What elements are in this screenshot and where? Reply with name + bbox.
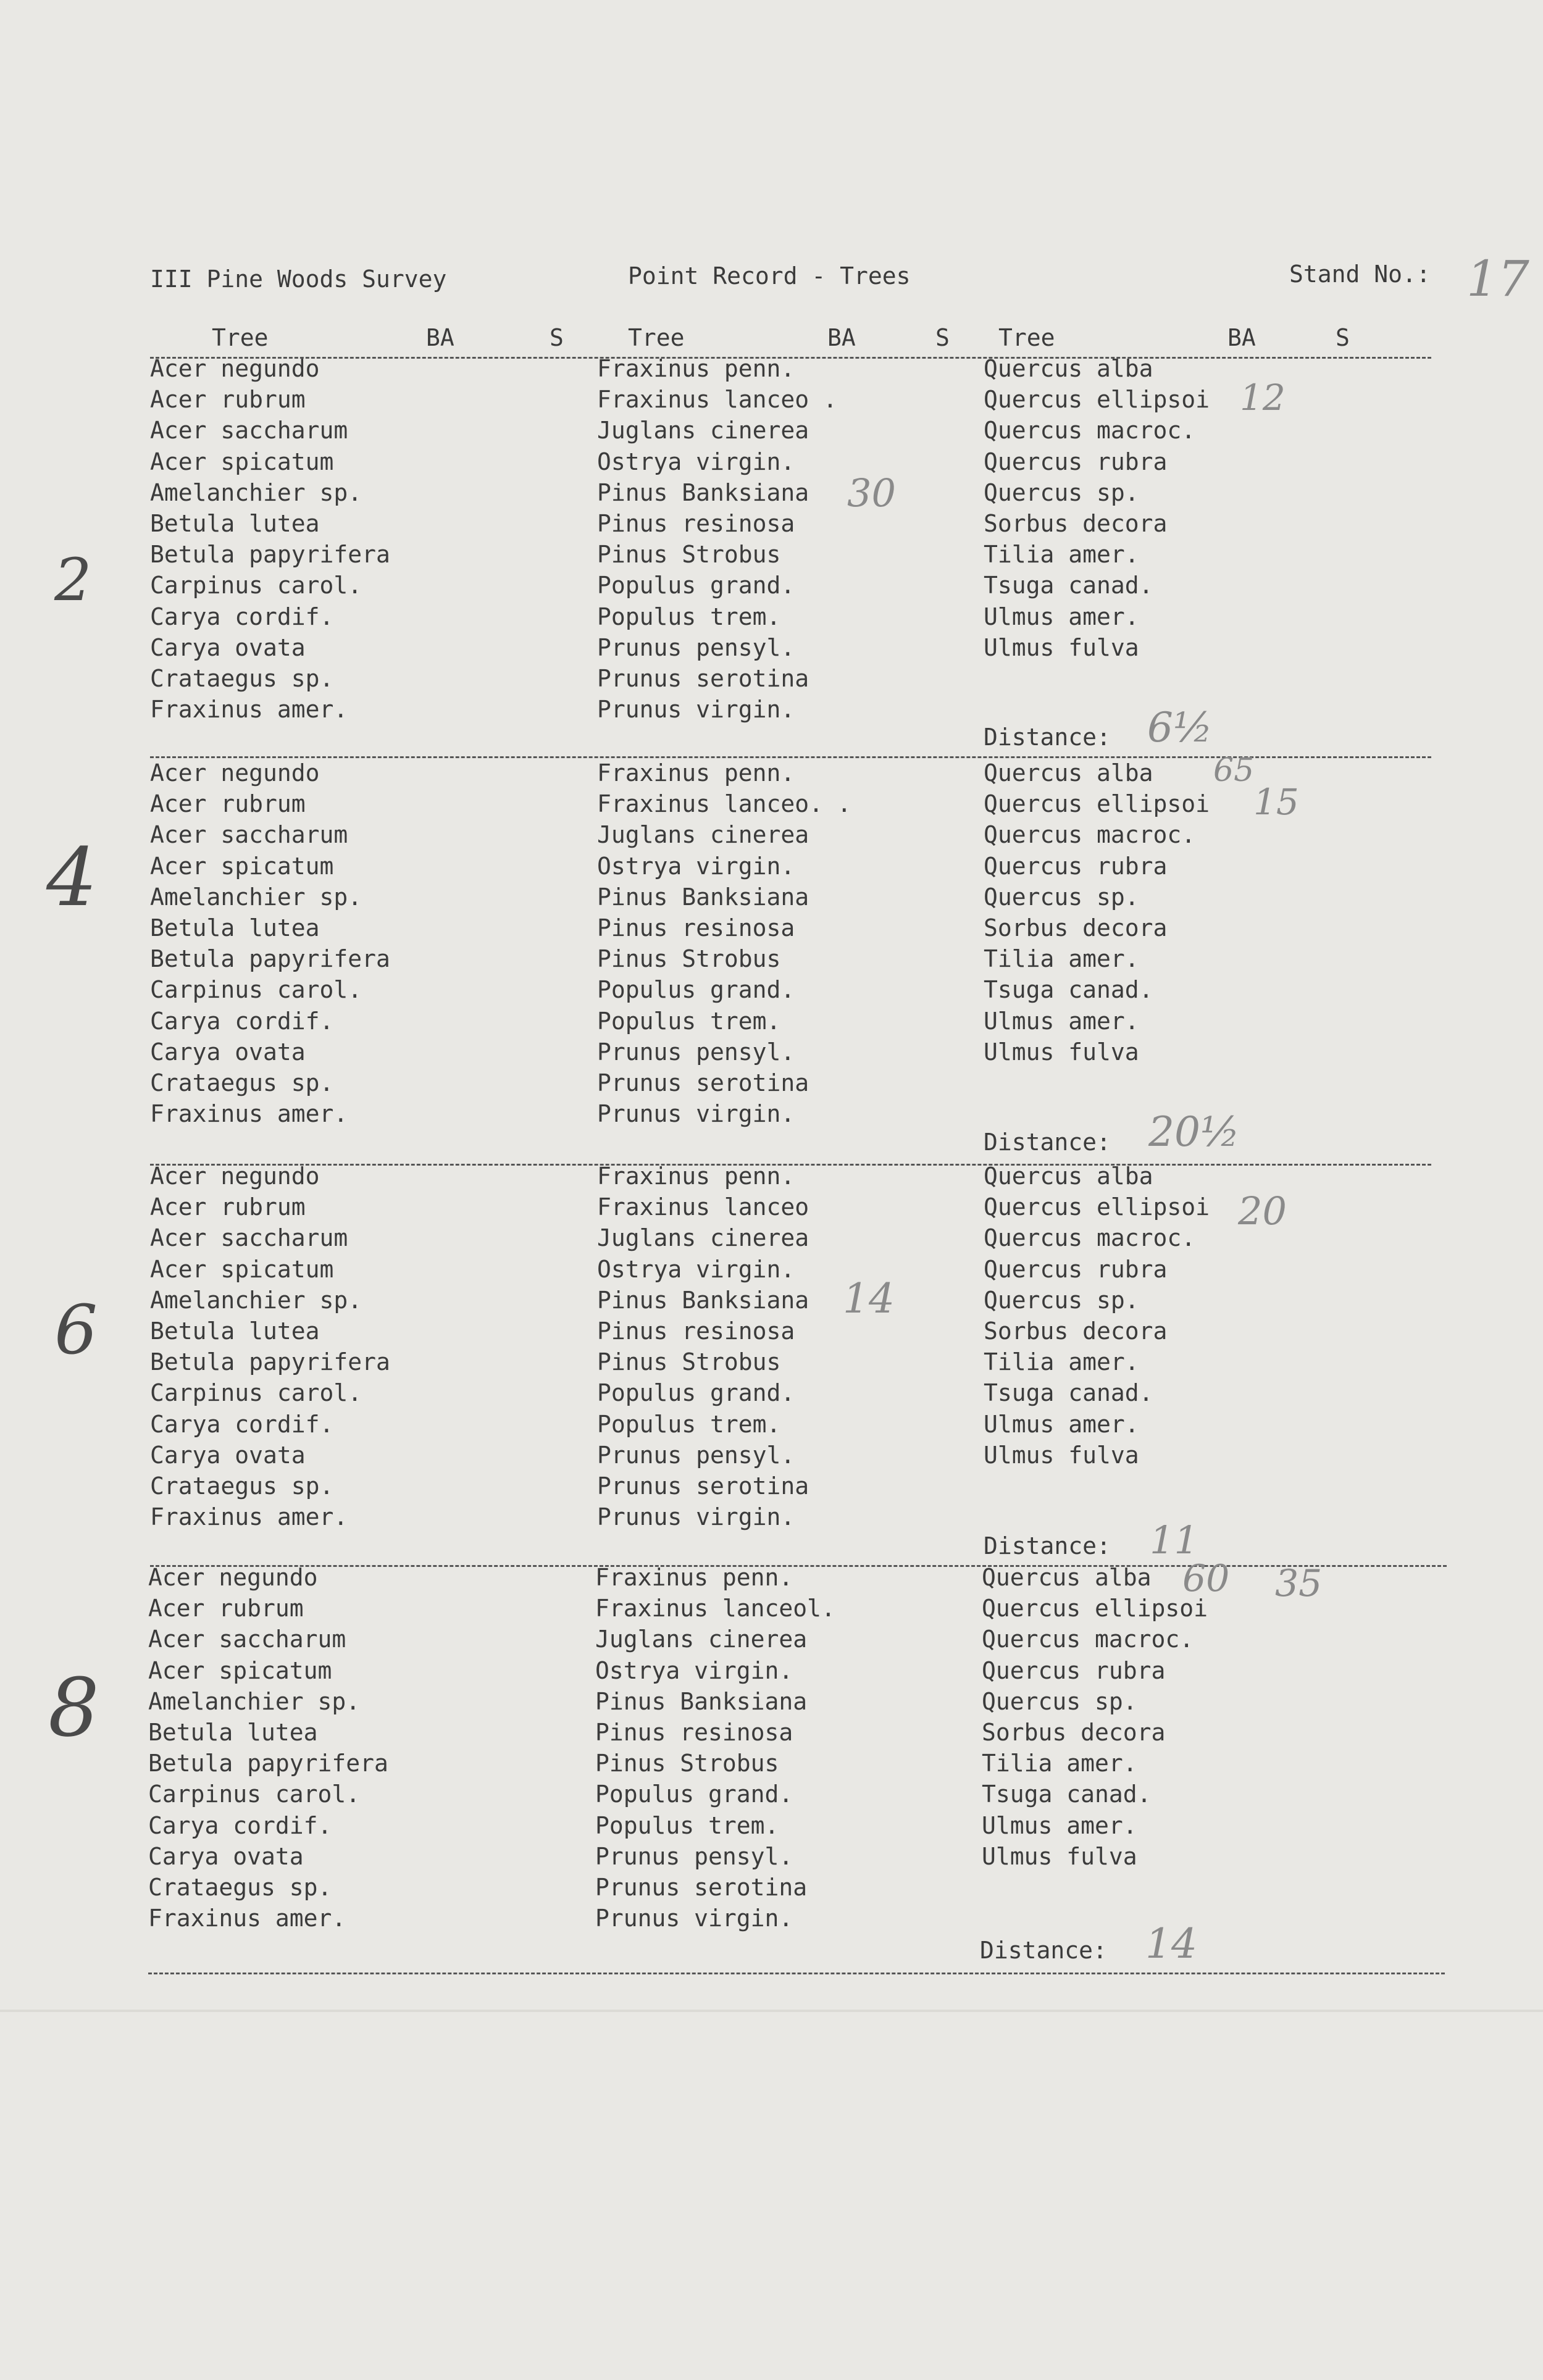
s-note: 35 <box>1275 1562 1323 1605</box>
species-item: Sorbus decora <box>984 914 1168 942</box>
species-item: Prunus serotina <box>595 1873 808 1901</box>
species-item: Pinus resinosa <box>597 914 795 942</box>
species-item: Quercus macroc. <box>984 1224 1196 1252</box>
species-item: Tsuga canad. <box>984 976 1153 1004</box>
distance-label: Distance: <box>984 724 1111 751</box>
species-item: Acer saccharum <box>150 821 348 849</box>
species-item: Populus trem. <box>595 1811 779 1839</box>
species-item: Pinus resinosa <box>597 509 795 537</box>
species-item: Betula papyrifera <box>148 1750 388 1777</box>
species-item: Quercus sp. <box>982 1687 1137 1715</box>
species-item: Quercus rubra <box>982 1656 1166 1684</box>
species-item: Carya cordif. <box>150 603 334 630</box>
species-item: Quercus alba <box>984 355 1153 382</box>
species-item: Crataegus sp. <box>150 1472 334 1500</box>
species-item: Acer spicatum <box>150 448 334 475</box>
species-item: Crataegus sp. <box>150 664 334 692</box>
species-item: Ulmus fulva <box>984 1038 1139 1066</box>
species-item: Pinus Banksiana <box>597 1286 809 1314</box>
species-item: Acer spicatum <box>148 1656 332 1684</box>
species-item: Populus trem. <box>597 603 781 630</box>
species-item: Pinus Strobus <box>597 1348 781 1376</box>
species-item: Fraxinus penn. <box>597 759 795 787</box>
species-item: Tsuga canad. <box>982 1781 1152 1808</box>
species-item: Ulmus fulva <box>982 1842 1137 1870</box>
species-item: Carya cordif. <box>150 1007 334 1035</box>
species-item: Tilia amer. <box>982 1750 1137 1777</box>
species-item: Betula papyrifera <box>150 1348 390 1376</box>
block3-col1 <box>150 1161 390 1532</box>
ba-note: 14 <box>843 1275 895 1322</box>
species-item: Betula papyrifera <box>150 945 390 973</box>
species-item: Acer saccharum <box>150 1224 348 1252</box>
block4-col1 <box>148 1562 388 1934</box>
block1-col3 <box>984 353 1210 663</box>
species-item: Ostrya virgin. <box>595 1656 793 1684</box>
species-item: Pinus Banksiana <box>597 883 809 911</box>
species-item: Sorbus decora <box>984 1317 1168 1345</box>
species-item: Juglans cinerea <box>597 821 809 849</box>
species-item: Pinus resinosa <box>595 1718 793 1746</box>
species-item: Juglans cinerea <box>597 417 809 445</box>
point-number: 8 <box>48 1661 99 1755</box>
species-item: Ostrya virgin. <box>597 448 795 475</box>
species-item: Sorbus decora <box>984 509 1168 537</box>
species-item: Acer negundo <box>150 759 320 787</box>
species-item: Ulmus amer. <box>982 1811 1137 1839</box>
species-item: Ulmus amer. <box>984 603 1139 630</box>
species-item: Pinus Banksiana <box>595 1687 808 1715</box>
species-item: Fraxinus lanceo. . <box>597 790 851 818</box>
species-item: Carpinus carol. <box>150 1379 362 1407</box>
distance-value: 6½ <box>1147 704 1213 751</box>
species-item: Fraxinus lanceo <box>597 1193 809 1221</box>
species-item: Prunus serotina <box>597 1472 809 1500</box>
block4-col2 <box>595 1562 835 1934</box>
record-title: Point Record - Trees <box>628 262 911 290</box>
species-item: Acer spicatum <box>150 1255 334 1283</box>
species-item: Prunus virgin. <box>595 1905 793 1932</box>
species-item: Betula lutea <box>150 509 320 537</box>
survey-title: III Pine Woods Survey <box>150 265 447 293</box>
species-item: Quercus rubra <box>984 1255 1168 1283</box>
species-item: Quercus sp. <box>984 478 1139 506</box>
species-item: Quercus rubra <box>984 852 1168 880</box>
species-item: Quercus alba <box>984 759 1153 787</box>
point-number: 2 <box>54 546 92 614</box>
species-item: Fraxinus penn. <box>597 355 795 382</box>
species-item: Acer spicatum <box>150 852 334 880</box>
ba-note: 15 <box>1253 781 1299 823</box>
species-item: Juglans cinerea <box>595 1626 808 1653</box>
species-item: Quercus ellipsoi <box>984 1193 1210 1221</box>
block3-col2 <box>597 1161 809 1532</box>
species-item: Ulmus fulva <box>984 1441 1139 1469</box>
species-item: Carya cordif. <box>148 1811 332 1839</box>
col3-tree-header: Tree <box>998 324 1055 351</box>
col3-s-header: S <box>1336 324 1350 351</box>
species-item: Carya ovata <box>148 1842 304 1870</box>
species-item: Quercus ellipsoi <box>984 790 1210 818</box>
species-item: Populus grand. <box>595 1781 793 1808</box>
distance-value: 11 <box>1150 1518 1198 1563</box>
species-item: Fraxinus lanceo . <box>597 386 837 414</box>
block1-col2 <box>597 353 837 725</box>
species-item: Quercus ellipsoi <box>982 1595 1208 1622</box>
species-item: Acer rubrum <box>150 790 306 818</box>
col2-ba-header: BA <box>827 324 856 351</box>
species-item: Prunus pensyl. <box>595 1842 793 1870</box>
species-item: Prunus virgin. <box>597 696 795 724</box>
species-item: Pinus Strobus <box>595 1750 779 1777</box>
species-item: Prunus pensyl. <box>597 633 795 661</box>
species-item: Acer negundo <box>148 1564 318 1591</box>
species-item: Tsuga canad. <box>984 572 1153 599</box>
species-item: Fraxinus penn. <box>597 1163 795 1190</box>
species-item: Amelanchier sp. <box>148 1687 361 1715</box>
species-item: Fraxinus lanceol. <box>595 1595 835 1622</box>
block2-col3 <box>984 758 1210 1067</box>
species-item: Carya cordif. <box>150 1410 334 1438</box>
species-item: Amelanchier sp. <box>150 478 362 506</box>
distance-label: Distance: <box>984 1129 1111 1156</box>
species-item: Populus grand. <box>597 976 795 1004</box>
species-item: Ostrya virgin. <box>597 1255 795 1283</box>
species-item: Crataegus sp. <box>148 1873 332 1901</box>
distance-value: 20½ <box>1148 1108 1240 1156</box>
species-item: Amelanchier sp. <box>150 883 362 911</box>
species-item: Prunus virgin. <box>597 1503 795 1531</box>
species-item: Carpinus carol. <box>150 976 362 1004</box>
stand-label: Stand No.: <box>1289 261 1431 288</box>
species-item: Ulmus amer. <box>984 1007 1139 1035</box>
species-item: Acer rubrum <box>150 386 306 414</box>
stand-number: 17 <box>1466 250 1529 307</box>
species-item: Tsuga canad. <box>984 1379 1153 1407</box>
species-item: Sorbus decora <box>982 1718 1166 1746</box>
species-item: Prunus virgin. <box>597 1100 795 1128</box>
species-item: Populus trem. <box>597 1410 781 1438</box>
species-item: Ostrya virgin. <box>597 852 795 880</box>
species-item: Quercus alba <box>982 1564 1152 1591</box>
species-item: Carya ovata <box>150 633 306 661</box>
species-item: Tilia amer. <box>984 1348 1139 1376</box>
species-item: Betula lutea <box>150 914 320 942</box>
species-item: Quercus macroc. <box>982 1626 1194 1653</box>
distance-label: Distance: <box>984 1532 1111 1560</box>
species-item: Amelanchier sp. <box>150 1286 362 1314</box>
species-item: Carya ovata <box>150 1441 306 1469</box>
species-item: Fraxinus amer. <box>150 696 348 724</box>
species-item: Betula papyrifera <box>150 541 390 569</box>
species-item: Fraxinus penn. <box>595 1564 793 1591</box>
species-item: Quercus sp. <box>984 1286 1139 1314</box>
species-item: Prunus pensyl. <box>597 1038 795 1066</box>
species-item: Prunus pensyl. <box>597 1441 795 1469</box>
species-item: Fraxinus amer. <box>150 1100 348 1128</box>
col2-tree-header: Tree <box>628 324 685 351</box>
species-item: Acer saccharum <box>150 417 348 445</box>
ba-note: 12 <box>1240 377 1286 419</box>
species-item: Acer rubrum <box>148 1595 304 1622</box>
col1-tree-header: Tree <box>212 324 269 351</box>
block-separator <box>148 1973 1445 1974</box>
species-item: Carpinus carol. <box>150 572 362 599</box>
species-item: Acer negundo <box>150 355 320 382</box>
distance-value: 14 <box>1145 1920 1197 1968</box>
species-item: Acer negundo <box>150 1163 320 1190</box>
species-item: Tilia amer. <box>984 945 1139 973</box>
species-item: Fraxinus amer. <box>148 1905 346 1932</box>
species-item: Quercus alba <box>984 1163 1153 1190</box>
col3-ba-header: BA <box>1227 324 1256 351</box>
species-item: Populus grand. <box>597 1379 795 1407</box>
ba-note: 30 <box>847 470 896 516</box>
ba-note: 60 <box>1182 1557 1230 1600</box>
species-item: Ulmus amer. <box>984 1410 1139 1438</box>
ba-note: 65 <box>1213 752 1255 789</box>
species-item: Ulmus fulva <box>984 633 1139 661</box>
species-item: Betula lutea <box>150 1317 320 1345</box>
point-number: 6 <box>54 1290 98 1369</box>
species-item: Carya ovata <box>150 1038 306 1066</box>
species-item: Pinus Banksiana <box>597 478 809 506</box>
block2-col1 <box>150 758 390 1129</box>
species-item: Juglans cinerea <box>597 1224 809 1252</box>
species-item: Prunus serotina <box>597 664 809 692</box>
species-item: Quercus macroc. <box>984 821 1196 849</box>
species-item: Fraxinus amer. <box>150 1503 348 1531</box>
col2-s-header: S <box>935 324 950 351</box>
col1-ba-header: BA <box>426 324 454 351</box>
species-item: Quercus ellipsoi <box>984 386 1210 414</box>
species-item: Carpinus carol. <box>148 1781 361 1808</box>
col1-s-header: S <box>550 324 564 351</box>
ba-note: 20 <box>1238 1188 1287 1234</box>
block1-col1 <box>150 353 390 725</box>
species-item: Betula lutea <box>148 1718 318 1746</box>
species-item: Quercus rubra <box>984 448 1168 475</box>
species-item: Populus grand. <box>597 572 795 599</box>
species-item: Quercus sp. <box>984 883 1139 911</box>
distance-label: Distance: <box>980 1937 1107 1964</box>
species-item: Acer rubrum <box>150 1193 306 1221</box>
paper-fold-crease <box>0 2010 1543 2012</box>
block4-col3 <box>982 1562 1208 1872</box>
species-item: Tilia amer. <box>984 541 1139 569</box>
species-item: Pinus Strobus <box>597 541 781 569</box>
species-item: Populus trem. <box>597 1007 781 1035</box>
species-item: Pinus resinosa <box>597 1317 795 1345</box>
species-item: Crataegus sp. <box>150 1069 334 1096</box>
point-number: 4 <box>46 830 98 924</box>
species-item: Acer saccharum <box>148 1626 346 1653</box>
species-item: Quercus macroc. <box>984 417 1196 445</box>
species-item: Prunus serotina <box>597 1069 809 1096</box>
block3-col3 <box>984 1161 1210 1471</box>
species-item: Pinus Strobus <box>597 945 781 973</box>
block2-col2 <box>597 758 851 1129</box>
